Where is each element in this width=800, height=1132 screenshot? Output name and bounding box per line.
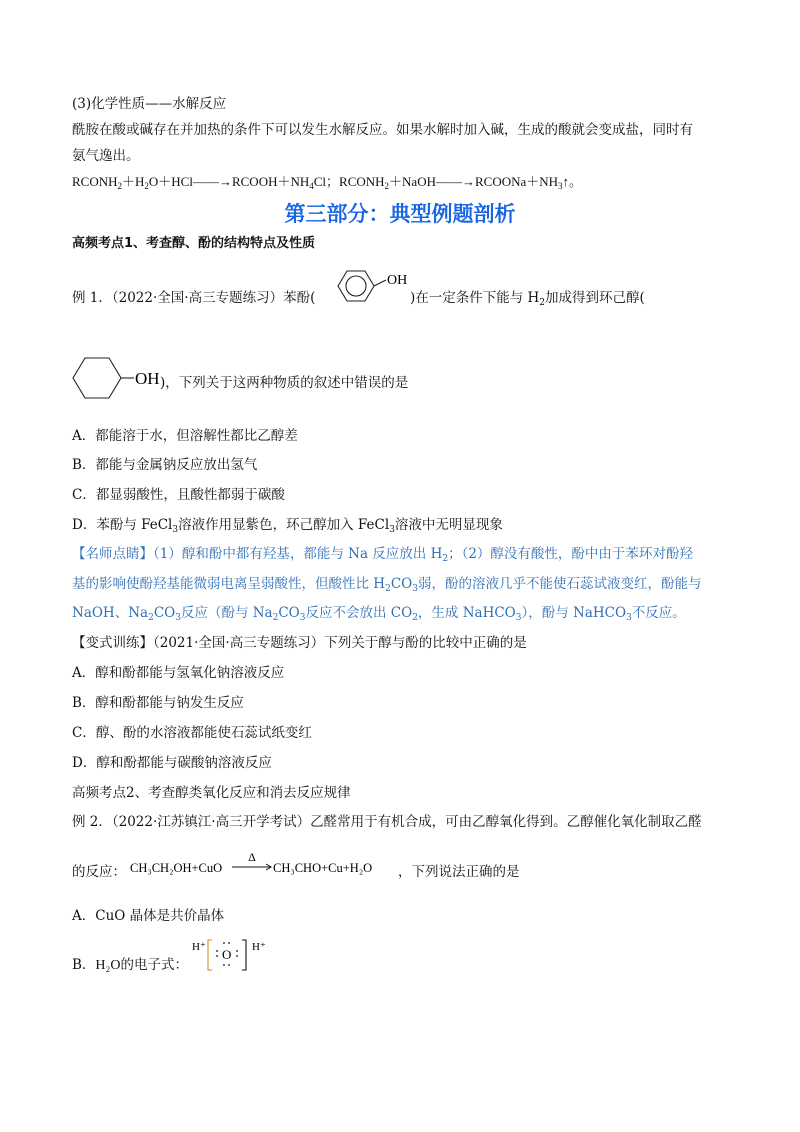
reaction-equation xyxy=(128,848,408,884)
example-2-line-1: 例 2．（2022·江苏镇江·高三开学考试）乙醛常用于有机合成，可由乙醇氧化得到。乙醇催化氧化制取乙醛 xyxy=(72,814,702,830)
topic-2-heading: 高频考点2、考查醇类氧化反应和消去反应规律 xyxy=(72,785,351,801)
tip-line-3: NaOH、$Na_2CO_3$反应（酚与 $Na_2CO_3$反应不会放出 $CO_2$，生成 NaHCO$_3$），酚与 NaHCO$_3$不反应。 xyxy=(72,605,686,623)
variant-header: 【变式训练】（2021·全国·高三专题练习）下列关于醇与酚的比较中正确的是 xyxy=(72,635,527,651)
lewis-h-right: H⁺ xyxy=(252,941,266,953)
topic-1-heading: 高频考点1、考查醇、酚的结构特点及性质 xyxy=(72,236,316,251)
cyclohexanol-oh-label: OH xyxy=(135,369,160,388)
reaction-left: CH₃CH₂OH+CuO xyxy=(130,861,223,875)
example-1-option-c: C．都显弱酸性，且酸性都弱于碳酸 xyxy=(72,487,285,503)
variant-option-a: A．醇和酚都能与氢氧化钠溶液反应 xyxy=(72,665,285,681)
reaction-right: CH₃CHO+Cu+H₂O xyxy=(273,861,373,875)
phenol-oh-label: OH xyxy=(387,273,408,288)
lewis-h-left: H⁺ xyxy=(192,941,206,953)
paragraph-line-2: 氨气逸出。 xyxy=(72,148,140,164)
tip-line-2: 基的影响使酚羟基能微弱电离呈弱酸性，但酸性比 $H_2CO_3$弱，酚的溶液几乎不能使石蕊试液变红，酚能与 xyxy=(72,576,702,594)
example-2-prefix: 的反应： xyxy=(72,864,126,880)
part-heading: 第三部分：典型例题剖析 xyxy=(284,202,516,226)
variant-option-b: B．醇和酚都能与钠发生反应 xyxy=(72,695,244,711)
phenol-structure xyxy=(322,262,412,312)
water-lewis-structure xyxy=(190,934,280,976)
variant-option-d: D．醇和酚都能与碳酸钠溶液反应 xyxy=(72,755,272,771)
section-title: (3)化学性质——水解反应 xyxy=(72,96,227,112)
example-2-option-b: B．H₂O的电子式： xyxy=(72,957,189,973)
reaction-condition: Δ xyxy=(248,850,256,864)
lewis-o: O xyxy=(222,947,232,962)
variant-option-c: C．醇、酚的水溶液都能使石蕊试纸变红 xyxy=(72,725,312,741)
example-1-line: 例 1．（2022·全国·高三专题练习）苯酚( )在一定条件下能与 $H_2$加成得到环己醇( xyxy=(72,290,645,308)
example-1-option-d: D．苯酚与 FeCl$_3$溶液作用显紫色，环己醇加入 FeCl$_3$溶液中无明显现象 xyxy=(72,517,503,535)
example-2-option-a: A．CuO 晶体是共价晶体 xyxy=(72,908,225,924)
tip-line-1: 【名师点睛】（1）醇和酚中都有羟基，都能与 Na 反应放出 $H_2$；（2）醇没有酸性，酚中由于苯环对酚羟 xyxy=(72,546,693,564)
example-2-question: ，下列说法正确的是 xyxy=(398,864,520,880)
example-1-option-a: A．都能溶于水，但溶解性都比乙醇差 xyxy=(72,428,298,444)
paragraph-line-1: 酰胺在酸或碱存在并加热的条件下可以发生水解反应。如果水解时加入碱，生成的酸就会变成盐，同时有 xyxy=(72,122,693,138)
example-1-question: )，下列关于这两种物质的叙述中错误的是 xyxy=(160,375,409,391)
hydrolysis-equations: $RCONH_2+H_2O+HCl——\to RCOOH+NH_4Cl$；$RCONH_2+NaOH——\to RCOONa+NH_3↑$。 xyxy=(72,174,583,191)
example-1-option-b: B．都能与金属钠反应放出氢气 xyxy=(72,457,258,473)
